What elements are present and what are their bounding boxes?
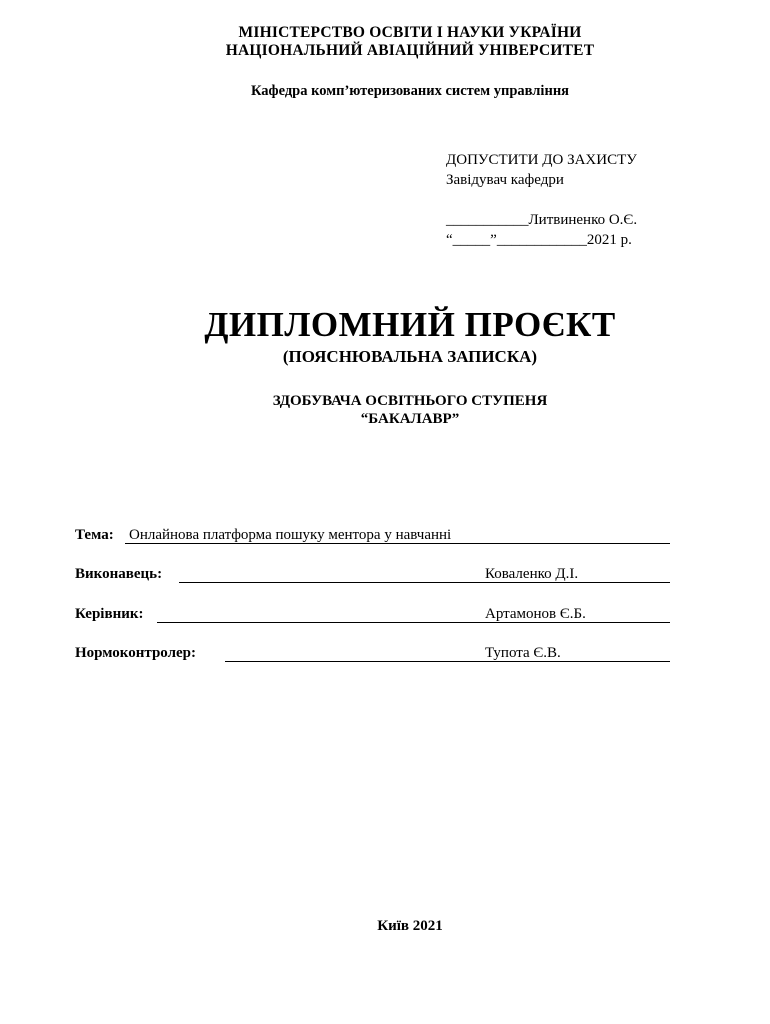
degree-block — [0, 392, 770, 428]
executor-field — [75, 565, 670, 585]
executor-underline — [179, 564, 670, 583]
document-subtitle: (ПОЯСНЮВАЛЬНА ЗАПИСКА) — [282, 347, 538, 366]
topic-label: Тема: — [75, 527, 114, 543]
supervisor-value: Артамонов Є.Б. — [485, 606, 586, 622]
topic-field — [75, 526, 670, 546]
document-title: ДИПЛОМНИЙ ПРОЄКТ — [204, 305, 616, 344]
header-block — [0, 24, 770, 60]
approval-date: “_____”____________2021 р. — [446, 232, 632, 248]
normcontrol-label: Нормоконтролер: — [75, 645, 196, 661]
approval-signature: ___________Литвиненко О.Є. — [446, 212, 638, 228]
executor-value: Коваленко Д.І. — [485, 566, 579, 582]
approval-heading: ДОПУСТИТИ ДО ЗАХИСТУ — [446, 152, 637, 168]
executor-label: Виконавець: — [75, 566, 163, 582]
degree-line: ЗДОБУВАЧА ОСВІТНЬОГО СТУПЕНЯ — [272, 393, 548, 409]
normcontrol-value: Тупота Є.В. — [485, 645, 561, 661]
approval-role: Завідувач кафедри — [446, 172, 564, 188]
normcontrol-field — [75, 644, 670, 664]
supervisor-field — [75, 605, 670, 625]
normcontrol-underline — [225, 643, 670, 662]
approval-block — [446, 150, 637, 250]
supervisor-label: Керівник: — [75, 606, 144, 622]
city-year: Київ 2021 — [377, 918, 443, 934]
degree-name: “БАКАЛАВР” — [360, 411, 460, 427]
university-name: НАЦІОНАЛЬНИЙ АВІАЦІЙНИЙ УНІВЕРСИТЕТ — [225, 42, 595, 59]
topic-value: Онлайнова платформа пошуку ментора у навчанні — [129, 527, 452, 543]
ministry-name: МІНІСТЕРСТВО ОСВІТИ І НАУКИ УКРАЇНИ — [238, 24, 582, 41]
supervisor-underline — [157, 604, 670, 623]
department-name: Кафедра комп’ютеризованих систем управління — [250, 83, 570, 99]
